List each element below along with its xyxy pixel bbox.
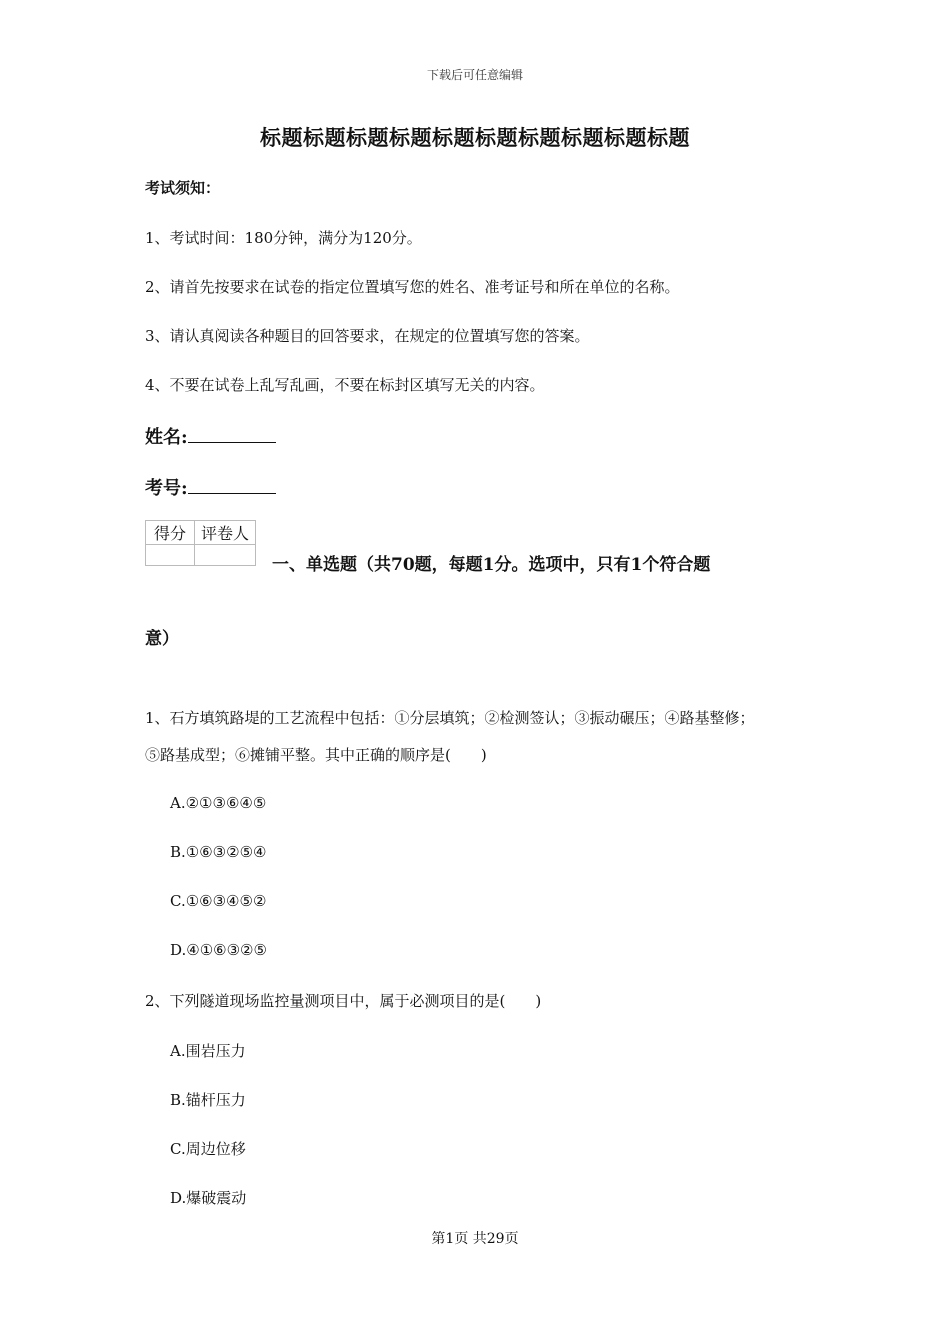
score-header: 得分: [146, 521, 195, 545]
option-a: A.②①③⑥④⑤: [170, 794, 267, 812]
option-d: D.爆破震动: [170, 1189, 247, 1207]
question-text: 1、石方填筑路堤的工艺流程中包括：①分层填筑；②检测签认；③振动碾压；④路基整修；: [145, 709, 755, 727]
name-blank[interactable]: [188, 424, 276, 443]
option-c: C.周边位移: [170, 1140, 246, 1158]
section-title: 一、单选题（共70题，每题1分。选项中，只有1个符合题: [272, 555, 711, 575]
option-b: B.锚杆压力: [170, 1091, 246, 1109]
option-b: B.①⑥③②⑤④: [170, 843, 267, 861]
notice-item: 1、考试时间：180分钟，满分为120分。: [145, 229, 422, 247]
id-blank[interactable]: [188, 475, 276, 494]
name-label: 姓名:: [145, 427, 188, 448]
id-field: [145, 474, 276, 500]
score-cell[interactable]: [146, 545, 195, 566]
name-field: [145, 423, 276, 449]
option-a: A.围岩压力: [170, 1042, 246, 1060]
option-d: D.④①⑥③②⑤: [170, 941, 267, 959]
header-note: 下载后可任意编辑: [426, 68, 523, 82]
question-text: ⑤路基成型；⑥摊铺平整。其中正确的顺序是( ): [145, 746, 487, 764]
id-label: 考号:: [145, 478, 188, 499]
score-table: [145, 520, 256, 566]
notice-item: 2、请首先按要求在试卷的指定位置填写您的姓名、准考证号和所在单位的名称。: [145, 278, 680, 296]
page-title: 标题标题标题标题标题标题标题标题标题标题: [260, 125, 690, 150]
notice-item: 3、请认真阅读各种题目的回答要求，在规定的位置填写您的答案。: [145, 327, 590, 345]
question-text: 2、下列隧道现场监控量测项目中，属于必测项目的是( ): [145, 992, 542, 1010]
section-title-continued: 意）: [145, 629, 179, 649]
page-footer: 第1页 共29页: [431, 1231, 519, 1247]
grader-cell[interactable]: [195, 545, 256, 566]
option-c: C.①⑥③④⑤②: [170, 892, 267, 910]
notice-heading: 考试须知：: [145, 179, 221, 197]
notice-item: 4、不要在试卷上乱写乱画，不要在标封区填写无关的内容。: [145, 376, 545, 394]
grader-header: 评卷人: [195, 521, 256, 545]
